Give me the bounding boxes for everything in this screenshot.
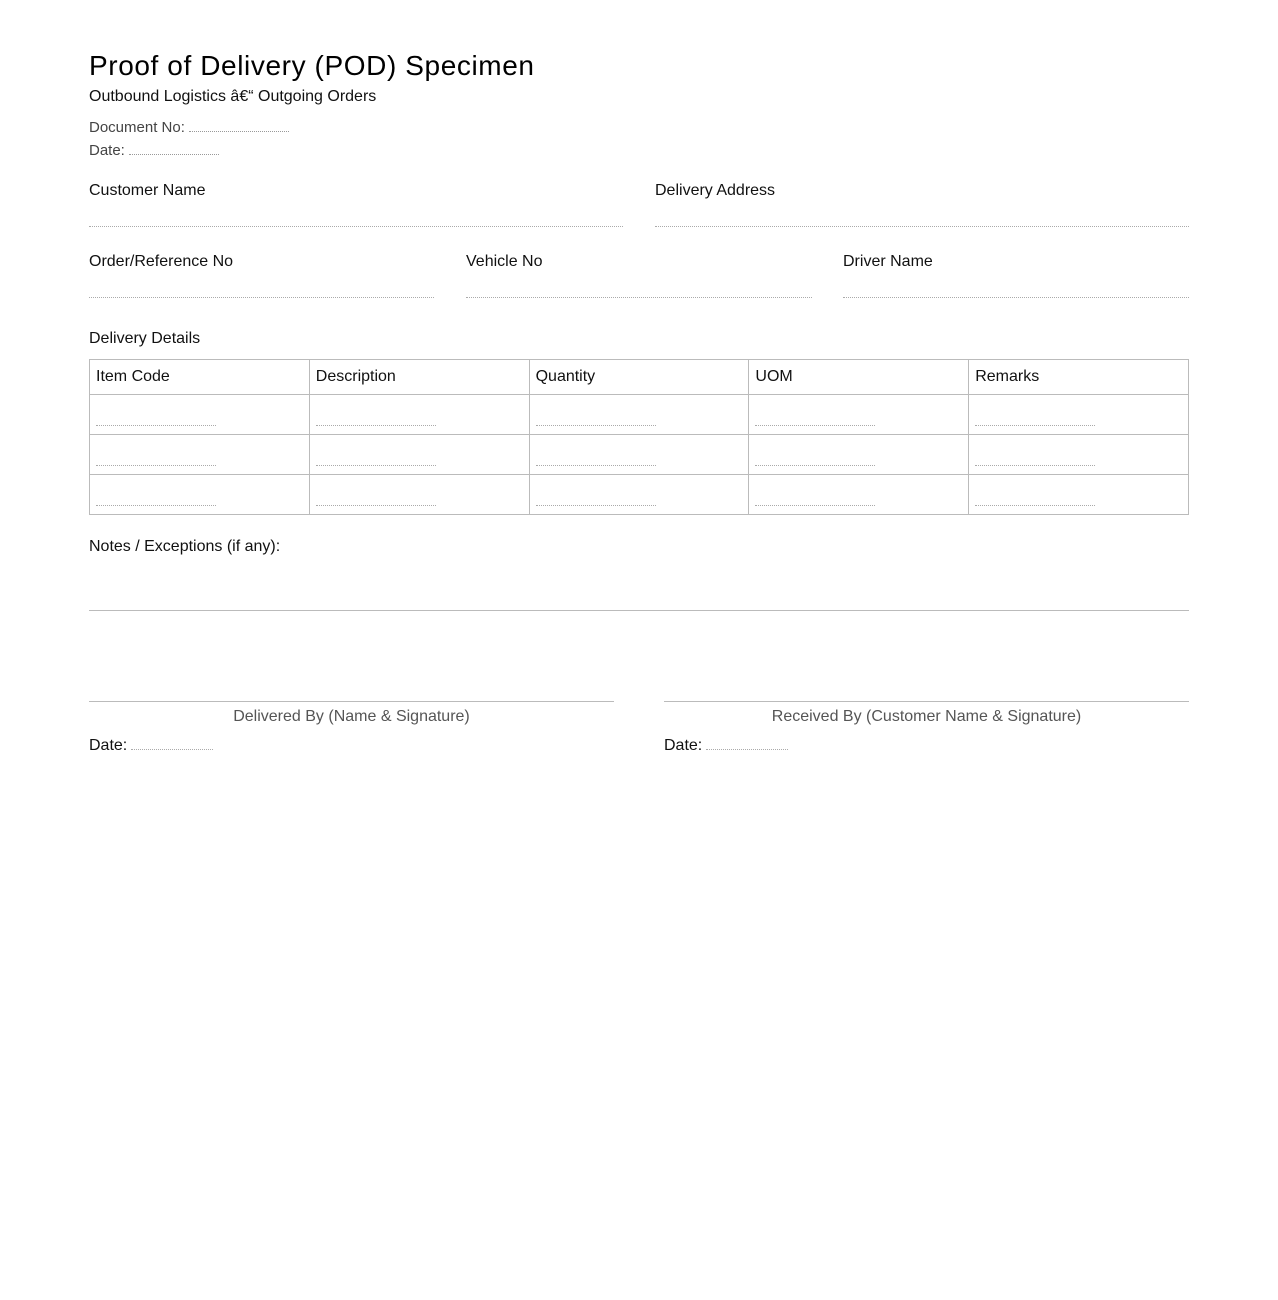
- customer-name-field[interactable]: [89, 226, 623, 227]
- driver-name-label: Driver Name: [843, 253, 933, 270]
- description-cell[interactable]: [309, 475, 529, 515]
- item-code-field[interactable]: [96, 425, 216, 426]
- quantity-field[interactable]: [536, 425, 656, 426]
- table-header-row: [90, 360, 1189, 395]
- delivery-address-label: Delivery Address: [655, 182, 776, 199]
- remarks-cell[interactable]: [969, 475, 1189, 515]
- driver-name-field[interactable]: [843, 297, 1189, 298]
- table-row: [90, 435, 1189, 475]
- quantity-cell[interactable]: [529, 435, 749, 475]
- uom-field[interactable]: [755, 465, 875, 466]
- vehicle-no-group: [466, 253, 812, 309]
- remarks-field[interactable]: [975, 465, 1095, 466]
- column-header-quantity: Quantity: [529, 360, 749, 395]
- vehicle-no-field[interactable]: [466, 297, 812, 298]
- received-by-date-label: Date:: [664, 737, 703, 754]
- document-no-field[interactable]: [189, 117, 289, 132]
- customer-name-group: [89, 182, 623, 238]
- delivered-by-date-row: [89, 735, 614, 755]
- page-subtitle: Outbound Logistics â€“ Outgoing Orders: [89, 88, 377, 105]
- uom-field[interactable]: [755, 505, 875, 506]
- remarks-field[interactable]: [975, 425, 1095, 426]
- table-row: [90, 475, 1189, 515]
- received-by-date-field[interactable]: [706, 735, 788, 750]
- delivered-by-caption: Delivered By (Name & Signature): [233, 708, 470, 725]
- description-field[interactable]: [316, 465, 436, 466]
- delivery-address-group: [655, 182, 1189, 238]
- uom-field[interactable]: [755, 425, 875, 426]
- column-header-description: Description: [309, 360, 529, 395]
- received-by-block: [664, 701, 1189, 755]
- driver-name-group: [843, 253, 1189, 309]
- item-code-field[interactable]: [96, 505, 216, 506]
- order-reference-group: [89, 253, 434, 309]
- column-header-uom: UOM: [749, 360, 969, 395]
- delivery-details-table: [89, 359, 1189, 515]
- uom-cell[interactable]: [749, 395, 969, 435]
- uom-cell[interactable]: [749, 475, 969, 515]
- quantity-cell[interactable]: [529, 395, 749, 435]
- delivered-by-date-label: Date:: [89, 737, 128, 754]
- item-code-cell[interactable]: [90, 475, 310, 515]
- notes-field[interactable]: [89, 610, 1189, 611]
- document-no-label: Document No:: [89, 119, 185, 136]
- received-by-signature-line[interactable]: [664, 701, 1189, 702]
- item-code-cell[interactable]: [90, 435, 310, 475]
- delivery-address-field[interactable]: [655, 226, 1189, 227]
- document-no-row: [89, 117, 289, 136]
- remarks-cell[interactable]: [969, 395, 1189, 435]
- quantity-field[interactable]: [536, 505, 656, 506]
- received-by-caption: Received By (Customer Name & Signature): [771, 708, 1082, 725]
- delivered-by-block: [89, 701, 614, 755]
- remarks-cell[interactable]: [969, 435, 1189, 475]
- description-field[interactable]: [316, 505, 436, 506]
- description-cell[interactable]: [309, 395, 529, 435]
- description-field[interactable]: [316, 425, 436, 426]
- order-reference-field[interactable]: [89, 297, 434, 298]
- received-by-date-row: [664, 735, 1189, 755]
- page-title: Proof of Delivery (POD) Specimen: [89, 50, 535, 81]
- delivered-by-signature-line[interactable]: [89, 701, 614, 702]
- quantity-cell[interactable]: [529, 475, 749, 515]
- header-date-field[interactable]: [129, 140, 219, 155]
- vehicle-no-label: Vehicle No: [466, 253, 543, 270]
- description-cell[interactable]: [309, 435, 529, 475]
- item-code-field[interactable]: [96, 465, 216, 466]
- uom-cell[interactable]: [749, 435, 969, 475]
- column-header-remarks: Remarks: [969, 360, 1189, 395]
- delivered-by-date-field[interactable]: [131, 735, 213, 750]
- table-row: [90, 395, 1189, 435]
- column-header-item-code: Item Code: [90, 360, 310, 395]
- order-reference-label: Order/Reference No: [89, 253, 234, 270]
- header-date-row: [89, 140, 219, 159]
- delivery-details-title: Delivery Details: [89, 330, 201, 347]
- customer-name-label: Customer Name: [89, 182, 206, 199]
- remarks-field[interactable]: [975, 505, 1095, 506]
- notes-label: Notes / Exceptions (if any):: [89, 538, 281, 555]
- item-code-cell[interactable]: [90, 395, 310, 435]
- header-date-label: Date:: [89, 142, 125, 159]
- quantity-field[interactable]: [536, 465, 656, 466]
